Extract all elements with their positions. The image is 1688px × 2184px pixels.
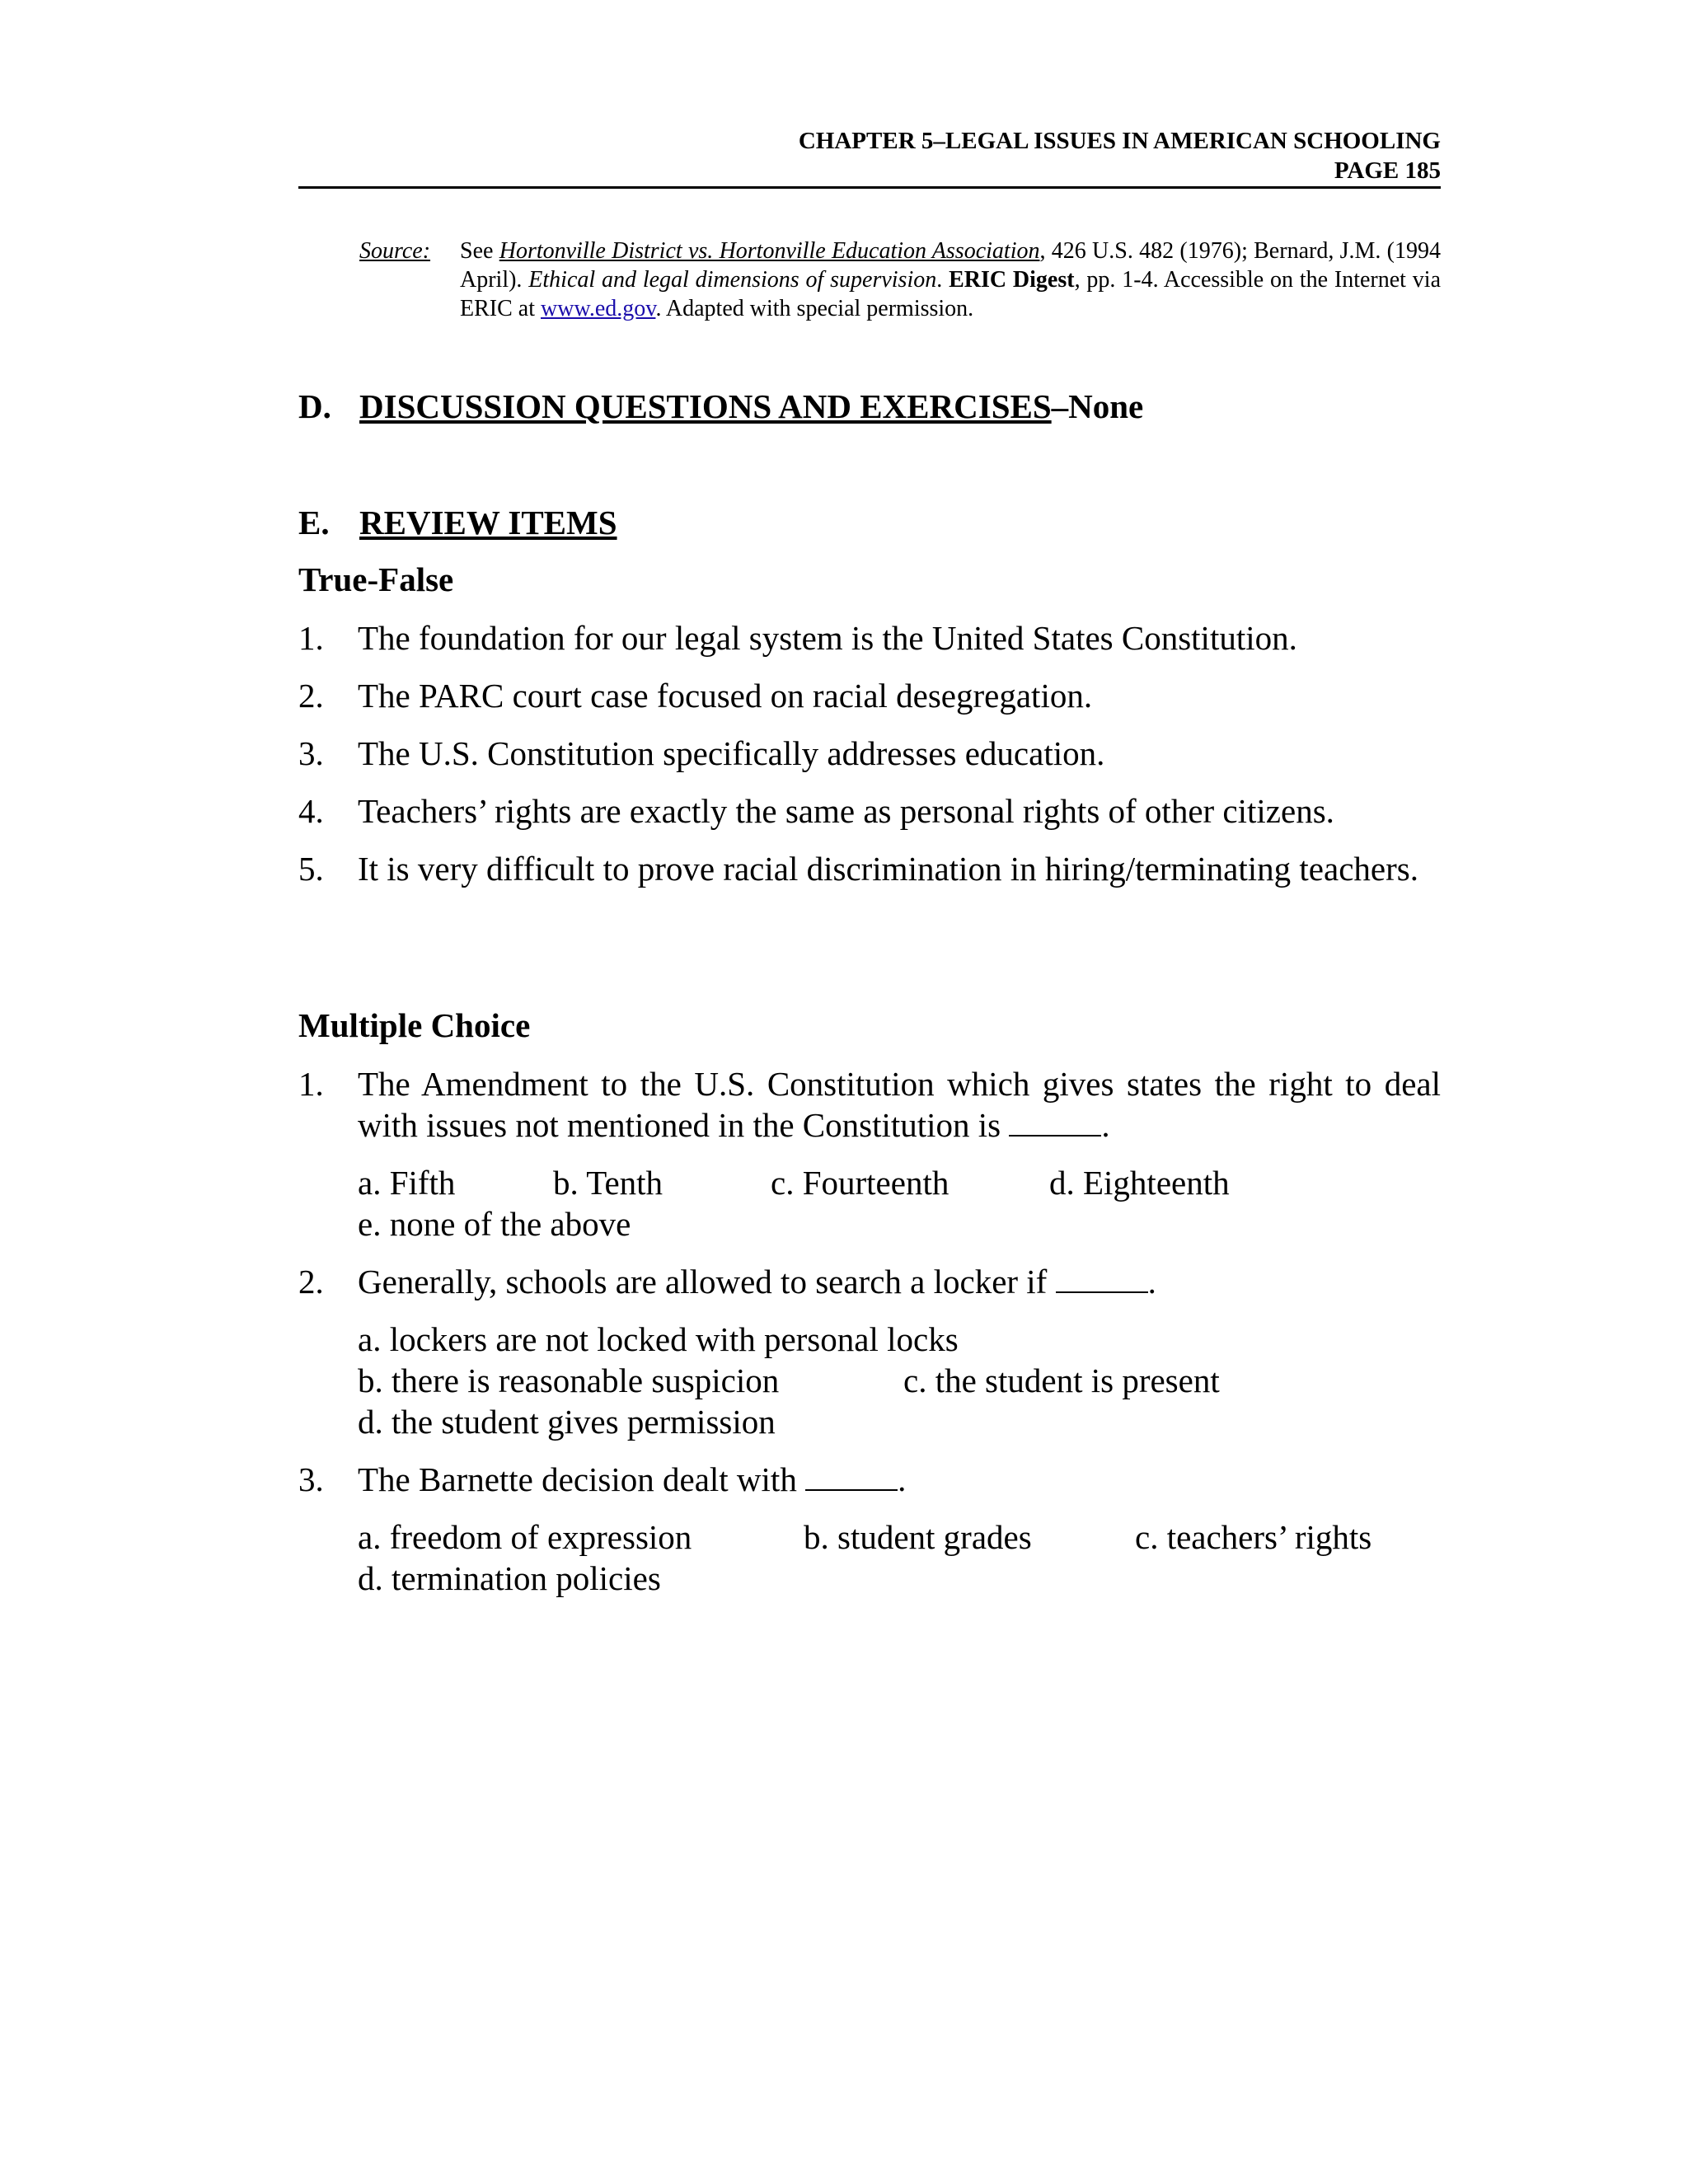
section-d-letter: D. xyxy=(298,387,331,425)
section-d-title: DISCUSSION QUESTIONS AND EXERCISES xyxy=(359,387,1052,425)
mc-choice: b. Tenth xyxy=(553,1164,663,1202)
source-body xyxy=(460,237,1441,323)
mc-item-end: . xyxy=(1147,1263,1156,1301)
section-e-letter: E. xyxy=(298,504,330,541)
source-see: See xyxy=(460,238,494,264)
tf-item-number: 3. xyxy=(298,734,324,772)
running-header xyxy=(298,126,1441,185)
mc-item-stem xyxy=(358,1459,1441,1500)
mc-item-number: 1. xyxy=(298,1065,324,1103)
answer-blank xyxy=(1009,1107,1101,1137)
source-citation: , 426 U.S. 482 (1976); Bernard, J.M. (1994 April). xyxy=(460,238,1442,293)
mc-item-stem xyxy=(358,1063,1441,1146)
mc-choice: c. Fourteenth xyxy=(771,1164,950,1202)
mc-choice: d. termination policies xyxy=(358,1559,661,1597)
section-e-heading xyxy=(298,502,617,543)
source-journal: ERIC Digest xyxy=(949,267,1075,293)
mc-choice: a. lockers are not locked with personal locks xyxy=(358,1320,959,1358)
mc-item xyxy=(298,1459,1441,1500)
mc-choice: a. freedom of expression xyxy=(358,1518,692,1556)
mc-choice: d. Eighteenth xyxy=(1049,1164,1230,1202)
mc-item-text: The Barnette decision dealt with xyxy=(358,1460,797,1498)
tf-item-text: The U.S. Constitution specifically addresses education. xyxy=(358,734,1105,772)
tf-item xyxy=(298,790,1441,832)
tf-item-text: It is very difficult to prove racial discrimination in hiring/terminating teachers. xyxy=(358,850,1418,888)
section-e-title: REVIEW ITEMS xyxy=(359,504,617,541)
section-d-heading xyxy=(298,386,1143,427)
page-number: PAGE 185 xyxy=(1334,157,1441,184)
tf-item xyxy=(298,617,1441,658)
mc-choice: c. the student is present xyxy=(903,1361,1220,1399)
true-false-heading: True-False xyxy=(298,560,454,598)
source-note xyxy=(359,237,1441,323)
mc-item-end: . xyxy=(898,1460,907,1498)
source-pages: , pp. 1-4. Accessible on the Internet via ERIC at xyxy=(460,267,1441,321)
tf-item-text: Teachers’ rights are exactly the same as personal rights of other citizens. xyxy=(358,792,1334,830)
mc-item-end: . xyxy=(1101,1106,1110,1144)
mc-choice: c. teachers’ rights xyxy=(1135,1518,1372,1556)
source-period: . xyxy=(936,267,943,293)
mc-item-number: 3. xyxy=(298,1460,324,1498)
tf-item xyxy=(298,675,1441,716)
answer-blank xyxy=(805,1461,898,1491)
tf-item-text: The foundation for our legal system is the United States Constitution. xyxy=(358,619,1297,657)
tf-item-number: 5. xyxy=(298,850,324,888)
section-d-suffix: –None xyxy=(1051,387,1144,425)
tf-item xyxy=(298,848,1441,889)
mc-choice: e. none of the above xyxy=(358,1205,631,1243)
tf-item-number: 4. xyxy=(298,792,324,830)
source-article-title: Ethical and legal dimensions of supervision xyxy=(528,267,937,293)
tf-item-number: 2. xyxy=(298,677,324,715)
mc-item-stem xyxy=(358,1261,1441,1302)
mc-choice: d. the student gives permission xyxy=(358,1403,776,1441)
source-url-link[interactable]: www.ed.gov xyxy=(541,296,656,321)
mc-item-number: 2. xyxy=(298,1263,324,1301)
multiple-choice-heading: Multiple Choice xyxy=(298,1006,531,1044)
header-rule xyxy=(298,186,1441,189)
source-case-title: Hortonville District vs. Hortonville Education Association xyxy=(499,238,1040,264)
tf-item-number: 1. xyxy=(298,619,324,657)
mc-choice: b. student grades xyxy=(804,1518,1032,1556)
chapter-title: CHAPTER 5–LEGAL ISSUES IN AMERICAN SCHOOLING xyxy=(798,128,1441,154)
mc-item xyxy=(298,1063,1441,1146)
tf-item-text: The PARC court case focused on racial desegregation. xyxy=(358,677,1093,715)
source-label: Source: xyxy=(359,238,431,264)
mc-item-text: The Amendment to the U.S. Constitution which gives states the right to deal with issues not mentioned in the Constitution is xyxy=(358,1065,1441,1144)
mc-item-text: Generally, schools are allowed to search a locker if xyxy=(358,1263,1048,1301)
source-closing: . Adapted with special permission. xyxy=(655,296,974,321)
mc-item xyxy=(298,1261,1441,1302)
answer-blank xyxy=(1056,1263,1148,1293)
mc-choice: a. Fifth xyxy=(358,1164,456,1202)
tf-item xyxy=(298,733,1441,774)
mc-choice: b. there is reasonable suspicion xyxy=(358,1361,780,1399)
